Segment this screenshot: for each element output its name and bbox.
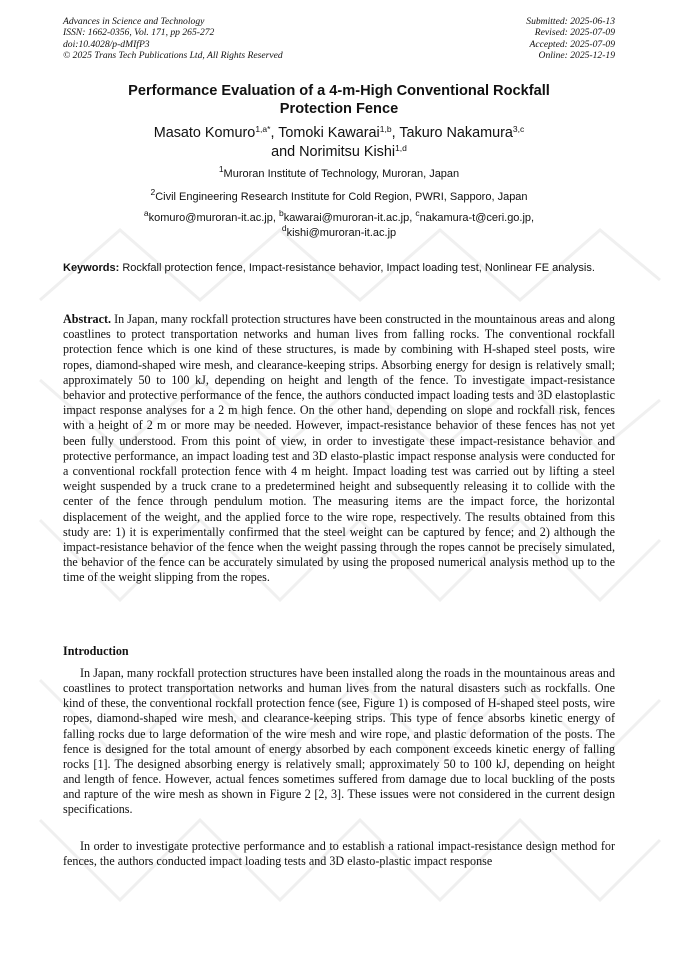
email-sup: c <box>415 208 420 218</box>
author-separator: , <box>270 125 279 141</box>
author-list <box>63 124 615 161</box>
section-heading: Introduction <box>63 644 129 658</box>
affiliation-text: Muroran Institute of Technology, Muroran, Japan <box>223 168 460 180</box>
author-name: Norimitsu Kishi <box>299 143 396 160</box>
journal-header <box>63 16 283 62</box>
accepted-date: Accepted: 2025-07-09 <box>529 38 615 50</box>
author-and: and <box>271 143 300 160</box>
intro-paragraph-2: In order to investigate protective performance and to establish a rational impact-resistance design method for fences, the authors conducted impact loading tests and 3D elasto-plastic impact response <box>63 839 615 869</box>
email-list <box>63 208 615 240</box>
intro-paragraph-1: In Japan, many rockfall protection structures have been installed along the roads in the mountainous areas and coastlines to protect transportation networks and human lives from the natural disasters such as rockfalls. One kind of these, the conventional rockfall protection fence (see, Figure 1) is composed of H-shaped steel posts, wire ropes, diamond-shaped wire mesh, and clearance-keeping strips. This type of fence absorbs kinetic energy of falling rocks due to large deformation of the wire mesh and wire rope, and plastic deformation of the posts. The fence is designed for the total amount of energy absorbed by each component exceeds kinetic energy of falling rocks [1]. The designed absorbing energy is relatively small; approximately 50 to 100 kJ, depending on height and length of fence. However, actual fences sometimes suffered from damage due to local buckling of the posts and rapture of the wire mesh as shown in Figure 2 [2, 3]. These issues were not considered in the current design specifications. <box>63 666 615 817</box>
email-link[interactable]: kishi@muroran-it.ac.jp <box>286 226 397 239</box>
dates-header <box>526 16 615 62</box>
title-line-1: Performance Evaluation of a 4-m-High Conventional Rockfall <box>128 83 550 99</box>
doi[interactable]: doi:10.4028/p-dMIfP3 <box>63 38 150 50</box>
abstract-label: Abstract. <box>63 312 112 326</box>
author-line-1 <box>63 124 615 143</box>
author-separator: , <box>391 125 400 141</box>
affiliation-1 <box>63 164 615 181</box>
email-sup: a <box>143 208 149 218</box>
online-date: Online: 2025-12-19 <box>538 50 615 62</box>
revised-date: Revised: 2025-07-09 <box>534 27 615 39</box>
paper-title <box>63 82 615 118</box>
author-sup: 1,d <box>395 142 407 153</box>
abstract-text: In Japan, many rockfall protection structures have been constructed in the mountainous areas and along coastlines to protect transportation networks and human lives from falling rocks. The conventional rockfall protection fence which is one kind of these structures, is made by combining with H-shaped steel posts, wire ropes, diamond-shaped wire mesh, and clearance-keeping strips. Absorbing energy for design is relatively small; approximately 50 to 100 kJ, depending on height and length of the fence. To investigate impact-resistance behavior and protective performance of the fence, the authors conducted impact loading tests and 3D elastoplastic impact response analyses for a 2 m high fence. On the other hand, depending on slope and rockfall risk, fences with a height of 2 m or more may be needed. However, impact-resistance behavior of these fences has not yet been fully understood. From this point of view, in order to investigate these impact-resistance behavior and protective performance, an impact loading test and 3D elasto-plastic impact response analysis were conducted for a conventional rockfall protection fence with 4 m height. Impact loading test was carried out by lifting a steel weight suspended by a truck crane to a predetermined height and subsequently releasing it to collide with the center of the fence through pendulum motion. The measuring items are the impact force, the horizontal displacement of the weight, and the applied force to the wire rope, respectively. The results obtained from this study are: 1) it is experimentally confirmed that the steel weight can be captured by fence; and 2) although the impact-resistance behavior of the fence when the weight passing through the ropes cannot be precisely simulated, the behavior of the fence can be accurately simulated by using the proposed numerical analysis method up to the time of the weight slipping from the ropes. <box>63 312 615 585</box>
email-link[interactable]: kawarai@muroran-it.ac.jp <box>283 212 410 224</box>
issn: ISSN: 1662-0356, Vol. 171, pp 265-272 <box>63 27 215 39</box>
author-sup: 1,b <box>379 124 392 134</box>
author-name: Tomoki Kawarai <box>278 125 380 141</box>
author-name: Masato Komuro <box>153 125 256 141</box>
author-sup: 1,a* <box>255 124 271 134</box>
author-name: Takuro Nakamura <box>399 125 513 141</box>
email-line-1: $^a$komuro@muroran-it.ac.jp, $^b$kawarai@muroran-it.ac.jp, $^c$nakamura-t@ceri.go.jp, <box>143 208 535 224</box>
affiliation-text: Civil Engineering Research Institute for Cold Region, PWRI, Sapporo, Japan <box>155 191 528 203</box>
author-line-2 <box>63 143 615 162</box>
email-sup: b <box>279 208 284 218</box>
email-link[interactable]: nakamura-t@ceri.go.jp <box>419 212 532 224</box>
submitted-date: Submitted: 2025-06-13 <box>526 16 615 27</box>
keywords-label: Keywords: <box>63 262 120 274</box>
email-sup: d <box>281 222 287 233</box>
affiliation-sup: 2 <box>150 187 156 197</box>
title-line-2: Protection Fence <box>279 101 399 117</box>
author-sup: 3,c <box>512 124 525 134</box>
keywords-text: Rockfall protection fence, Impact-resistance behavior, Impact loading test, Nonlinear FE analysis. <box>122 262 595 274</box>
keywords <box>63 261 615 275</box>
copyright: © 2025 Trans Tech Publications Ltd, All Rights Reserved <box>63 50 283 62</box>
email-link[interactable]: komuro@muroran-it.ac.jp <box>148 212 273 224</box>
affiliation-2 <box>63 187 615 204</box>
journal-name: Advances in Science and Technology <box>63 16 205 27</box>
email-separator: , <box>272 212 279 224</box>
abstract <box>63 312 615 586</box>
email-separator: , <box>409 212 416 224</box>
email-line-2 <box>63 222 615 241</box>
affiliation-sup: 1 <box>218 164 224 174</box>
